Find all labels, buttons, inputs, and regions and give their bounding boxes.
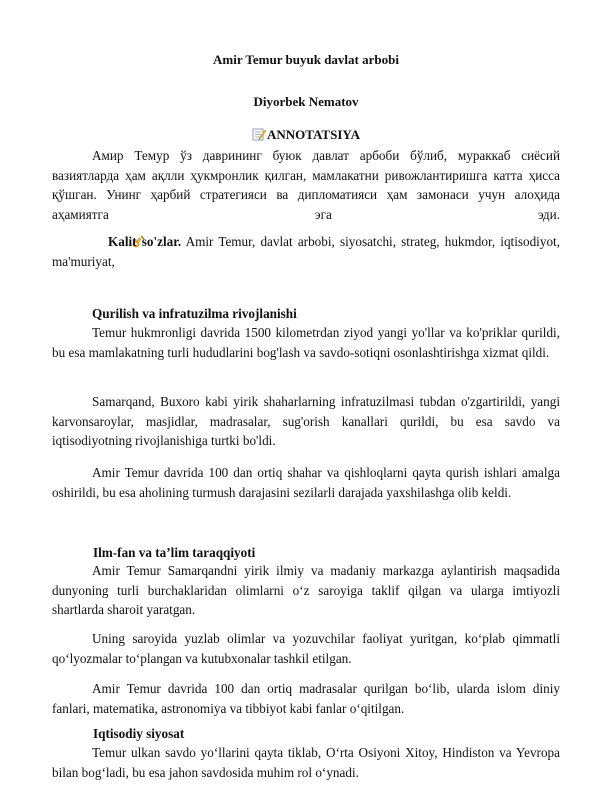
annotation-text: Амир Темур ўз даврининг буюк давлат арбоби бўлиб, мураккаб сиёсий вазиятларда ҳам ақлли ҳукмронлик қилган, мамлакатни ривожлантиришга катта ҳисса қўшган. Унинг ҳарбий стратегияси ва дипломатияси ҳам замонаси учун алоҳида аҳамиятга эга эди. bbox=[52, 148, 560, 222]
keywords-paragraph bbox=[52, 232, 560, 271]
section1-paragraph-3: Amir Temur davrida 100 dan ortiq shahar va qishloqlarni qayta qurish ishlari amalga oshirildi, bu esa aholining turmush darajasini sezilarli darajada yaxshilashga olib keldi. bbox=[52, 465, 560, 500]
section1-paragraph-2: Samarqand, Buxoro kabi yirik shaharlarning infratuzilmasi tubdan o'zgartirildi, yangi karvonsaroylar, masjidlar, madrasalar, sug'orish kanallari qurildi, bu esa savdo va iqtisodiyotning rivojlanishiga turtki bo'ldi. bbox=[52, 394, 560, 448]
key-icon bbox=[92, 234, 106, 248]
section2-paragraph-2: Uning saroyida yuzlab olimlar va yozuvchilar faoliyat yuritgan, ko‘plab qimmatli qo‘lyozmalar to‘plangan va kutubxonalar tashkil etilgan. bbox=[52, 631, 560, 666]
section2-heading: Ilm-fan va ta’lim taraqqiyoti bbox=[93, 545, 256, 560]
section1-heading: Qurilish va infratuzilma rivojlanishi bbox=[92, 306, 297, 321]
keywords-text: Amir Temur, davlat arbobi, siyosatchi, strateg, hukmdor, iqtisodiyot, ma'muriyat, bbox=[52, 234, 560, 269]
author-name: Diyorbek Nematov bbox=[253, 94, 359, 109]
annotation-heading: ANNOTATSIYA bbox=[267, 127, 360, 142]
memo-pencil-icon bbox=[252, 127, 266, 141]
annotation-heading-row bbox=[0, 127, 612, 143]
section2-paragraph-3: Amir Temur davrida 100 dan ortiq madrasalar qurilgan bo‘lib, ularda islom diniy fanlari, matematika, astronomiya va tibbiyot kabi fanlar o‘qitilgan. bbox=[52, 681, 560, 716]
section1-paragraph-1: Temur hukmronligi davrida 1500 kilometrdan ziyod yangi yo'llar va ko'priklar qurildi, bu esa mamlakatning turli hududlarini bog'lash va savdo-sotiqni osonlashtirishga xizmat qildi. bbox=[52, 325, 560, 360]
section3-paragraph-1: Temur ulkan savdo yo‘llarini qayta tiklab, O‘rta Osiyoni Xitoy, Hindiston va Yevropa bilan bog‘ladi, bu esa jahon savdosida muhim rol o‘ynadi. bbox=[52, 745, 560, 780]
section2-paragraph-1: Amir Temur Samarqandni yirik ilmiy va madaniy markazga aylantirish maqsadida dunyoning turli burchaklaridan olimlarni o‘z saroyiga taklif qilgan va ularga imtiyozli shartlarda sharoit yaratgan. bbox=[52, 563, 560, 617]
document-title: Amir Temur buyuk davlat arbobi bbox=[213, 52, 399, 67]
keywords-label: Kalit so'zlar. bbox=[108, 234, 182, 249]
section3-heading: Iqtisodiy siyosat bbox=[93, 726, 185, 741]
